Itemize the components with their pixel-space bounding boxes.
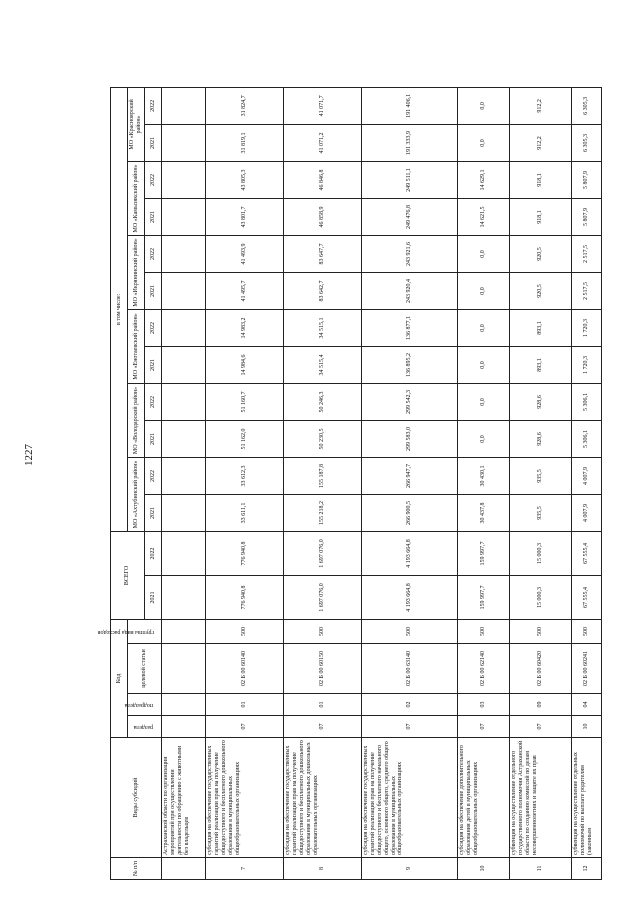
header-mo-year: 2022	[145, 87, 162, 124]
row-number: 11	[510, 858, 572, 880]
header-mo-year: 2021	[145, 494, 162, 531]
row-mo-value: 34 515,1	[284, 309, 362, 346]
row-mo-value: 43 805,3	[206, 161, 284, 198]
row-number: 8	[284, 858, 362, 880]
row-mo-value: 46 846,8	[284, 161, 362, 198]
row-mo-value: 249 476,8	[362, 198, 458, 235]
header-mo-enotaevsky: МО «Енотаевский район»	[128, 309, 145, 383]
row-subsection: 04	[572, 694, 602, 716]
row-section: 07	[510, 716, 572, 738]
row-mo-value: 41 071,7	[284, 87, 362, 124]
row-mo-value: 918,1	[510, 161, 572, 198]
row-mo-value	[162, 124, 206, 161]
row-expense-group: 500	[458, 619, 510, 643]
row-mo-value: 2 517,5	[572, 272, 602, 309]
row-total-value: 67 555,4	[572, 575, 602, 619]
table-row	[284, 87, 362, 879]
row-mo-value: 0,0	[458, 383, 510, 420]
row-target: 02 Б 00 63140	[362, 644, 458, 694]
row-mo-value: 46 858,9	[284, 198, 362, 235]
row-mo-value: 266 900,5	[362, 494, 458, 531]
row-mo-value: 33 612,3	[206, 457, 284, 494]
row-subsection: 03	[458, 694, 510, 716]
row-target: 02 Б 00 60241	[572, 644, 602, 694]
header-mo-kamyzyaksky: МО «Камызякский район»	[128, 161, 145, 235]
row-subsection: 09	[510, 694, 572, 716]
row-mo-value: 14 984,6	[206, 346, 284, 383]
row-mo-value	[162, 383, 206, 420]
row-mo-value: 34 515,4	[284, 346, 362, 383]
row-mo-value: 43 801,7	[206, 198, 284, 235]
row-mo-value: 6 305,3	[572, 124, 602, 161]
row-subsection	[162, 694, 206, 716]
row-expense-group: 500	[572, 619, 602, 643]
row-expense-group: 500	[362, 619, 458, 643]
row-total-value: 159 997,7	[458, 575, 510, 619]
table-row	[510, 87, 572, 879]
header-including: в том числе:	[111, 87, 128, 531]
row-total-value: 776 940,8	[206, 531, 284, 575]
header-mo-volodarsky: МО «Володарский район»	[128, 383, 145, 457]
row-mo-value: 0,0	[458, 87, 510, 124]
row-expense-group: 500	[284, 619, 362, 643]
page-number: 1227	[23, 444, 35, 466]
header-total: ВСЕГО	[111, 531, 145, 619]
row-mo-value	[162, 161, 206, 198]
row-target	[162, 644, 206, 694]
row-number: 9	[362, 858, 458, 880]
row-subsection: 02	[362, 694, 458, 716]
header-subsection: подраздела	[128, 694, 162, 716]
row-number: 12	[572, 858, 602, 880]
header-mo-year: 2021	[145, 346, 162, 383]
header-mo-year: 2022	[145, 383, 162, 420]
row-mo-value: 83 647,7	[284, 235, 362, 272]
header-mo-year: 2022	[145, 161, 162, 198]
row-target: 02 Б 00 60140	[206, 644, 284, 694]
row-mo-value	[162, 235, 206, 272]
rotated-table-wrapper	[97, 93, 630, 880]
row-mo-value: 0,0	[458, 346, 510, 383]
row-subsection: 01	[284, 694, 362, 716]
row-mo-value: 243 920,4	[362, 272, 458, 309]
row-total-value: 776 940,8	[206, 575, 284, 619]
row-mo-value: 136 895,2	[362, 346, 458, 383]
row-kind: субсидия на обеспечение государственных гарантий реализации прав на получение общедоступного и бесплатного начального общего, основного общего, среднего общего образования в муниципальных общеобразовательных организациях	[362, 738, 458, 858]
row-mo-value: 30 430,1	[458, 457, 510, 494]
row-mo-value: 50 230,5	[284, 420, 362, 457]
row-mo-value: 299 583,0	[362, 420, 458, 457]
row-kind: субсидия на обеспечение государственных гарантий реализации прав на получение общедоступного и бесплатного дошкольного образования в муниципальных дошкольных образовательных организациях	[284, 738, 362, 858]
row-total-value: 4 193 664,8	[362, 575, 458, 619]
row-mo-value: 51 162,0	[206, 420, 284, 457]
header-code: Код	[111, 619, 128, 737]
table-row	[458, 87, 510, 879]
row-mo-value: 893,1	[510, 309, 572, 346]
row-mo-value: 4 007,9	[572, 494, 602, 531]
row-mo-value: 935,5	[510, 457, 572, 494]
row-section: 07	[458, 716, 510, 738]
row-subsection: 01	[206, 694, 284, 716]
table-row	[206, 87, 284, 879]
row-mo-value: 918,1	[510, 198, 572, 235]
row-mo-value: 83 642,7	[284, 272, 362, 309]
row-mo-value: 4 007,9	[572, 457, 602, 494]
row-number: 10	[458, 858, 510, 880]
row-mo-value: 50 246,3	[284, 383, 362, 420]
row-section: 07	[206, 716, 284, 738]
row-target: 02 Б 00 60150	[284, 644, 362, 694]
header-mo-year: 2022	[145, 235, 162, 272]
row-section: 07	[362, 716, 458, 738]
row-mo-value: 1 720,3	[572, 309, 602, 346]
row-mo-value: 41 071,2	[284, 124, 362, 161]
row-mo-value	[162, 346, 206, 383]
row-mo-value: 31 824,7	[206, 87, 284, 124]
row-expense-group	[162, 619, 206, 643]
row-mo-value: 136 877,1	[362, 309, 458, 346]
header-mo-year: 2021	[145, 420, 162, 457]
row-mo-value: 14 621,5	[458, 198, 510, 235]
row-kind: Астраханской области по организации мероприятий при осуществлении деятельности по обращению с животными без владельцев	[162, 738, 206, 858]
header-mo-year: 2021	[145, 198, 162, 235]
row-mo-value: 14 983,2	[206, 309, 284, 346]
header-mo-year: 2021	[145, 124, 162, 161]
row-mo-value: 51 160,7	[206, 383, 284, 420]
row-mo-value: 243 921,6	[362, 235, 458, 272]
row-mo-value: 5 306,1	[572, 383, 602, 420]
row-mo-value: 14 629,1	[458, 161, 510, 198]
row-number: 7	[206, 858, 284, 880]
header-mo-akhtubinsky: МО «Ахтубинский район»	[128, 457, 145, 531]
row-mo-value	[162, 272, 206, 309]
header-total-year: 2021	[145, 575, 162, 619]
row-mo-value: 920,5	[510, 235, 572, 272]
row-mo-value: 0,0	[458, 235, 510, 272]
row-kind: субвенция на осуществление отдельных полномочий по выплате родителям (законным	[572, 738, 602, 858]
header-mo-ikryaninsky: МО «Икрянинский район»	[128, 235, 145, 309]
row-total-value: 1 697 076,0	[284, 531, 362, 575]
row-mo-value: 41 495,7	[206, 272, 284, 309]
row-total-value: 4 193 664,8	[362, 531, 458, 575]
row-expense-group: 500	[510, 619, 572, 643]
row-mo-value: 893,1	[510, 346, 572, 383]
row-mo-value	[162, 420, 206, 457]
row-total-value	[162, 575, 206, 619]
row-mo-value: 935,5	[510, 494, 572, 531]
row-expense-group: 500	[206, 619, 284, 643]
row-mo-value: 249 511,1	[362, 161, 458, 198]
row-section: 07	[284, 716, 362, 738]
row-total-value: 67 555,4	[572, 531, 602, 575]
row-mo-value: 266 947,7	[362, 457, 458, 494]
row-mo-value: 0,0	[458, 309, 510, 346]
row-mo-value: 155 187,8	[284, 457, 362, 494]
row-mo-value: 912,2	[510, 87, 572, 124]
header-mo-year: 2022	[145, 309, 162, 346]
row-total-value	[162, 531, 206, 575]
row-mo-value: 155 218,2	[284, 494, 362, 531]
header-mo-krasnoyarsky: МО «Красноярский район»	[128, 87, 145, 161]
header-mo-year: 2022	[145, 457, 162, 494]
row-mo-value	[162, 457, 206, 494]
row-mo-value: 5 807,9	[572, 198, 602, 235]
header-total-year: 2022	[145, 531, 162, 575]
row-mo-value: 2 517,5	[572, 235, 602, 272]
row-total-value: 159 997,7	[458, 531, 510, 575]
row-mo-value: 299 542,3	[362, 383, 458, 420]
row-mo-value: 0,0	[458, 124, 510, 161]
row-mo-value: 5 306,1	[572, 420, 602, 457]
row-mo-value: 0,0	[458, 420, 510, 457]
row-mo-value	[162, 309, 206, 346]
header-num: № п/п	[111, 858, 162, 880]
table-row	[362, 87, 458, 879]
row-mo-value: 928,6	[510, 383, 572, 420]
row-mo-value: 1 720,3	[572, 346, 602, 383]
header-section: раздела	[128, 716, 162, 738]
header-target: целевой статьи	[128, 644, 162, 694]
row-mo-value: 191 333,9	[362, 124, 458, 161]
row-kind: субсидия на обеспечение государственных гарантий реализации прав на получение общедоступного и бесплатного дошкольного образования в муниципальных общеобразовательных организациях	[206, 738, 284, 858]
row-mo-value: 41 493,9	[206, 235, 284, 272]
row-mo-value: 912,2	[510, 124, 572, 161]
row-total-value: 15 000,3	[510, 575, 572, 619]
row-target: 02 Б 00 62140	[458, 644, 510, 694]
subsidy-table	[97, 87, 602, 880]
table-row	[572, 87, 602, 879]
row-mo-value: 191 406,1	[362, 87, 458, 124]
row-mo-value: 30 437,8	[458, 494, 510, 531]
row-section	[162, 716, 206, 738]
row-kind: субвенция на осуществление отдельного государственного полномочия Астраханской области по созданию комиссий по делам несовершеннолетних и защите их прав	[510, 738, 572, 858]
row-kind: субсидия на обеспечение дополнительного образования детей в муниципальных общеобразовательных организациях	[458, 738, 510, 858]
row-target: 02 Б 00 60420	[510, 644, 572, 694]
header-expense-group: группы вида расходов	[128, 619, 162, 643]
row-mo-value: 33 611,1	[206, 494, 284, 531]
header-kind: Виды субсидий	[111, 738, 162, 858]
table-body	[162, 87, 602, 879]
header-mo-year: 2021	[145, 272, 162, 309]
row-total-value: 15 000,3	[510, 531, 572, 575]
table-row	[162, 87, 206, 879]
row-mo-value	[162, 494, 206, 531]
row-number	[162, 858, 206, 880]
row-mo-value: 6 305,3	[572, 87, 602, 124]
row-mo-value	[162, 198, 206, 235]
row-total-value: 1 697 076,0	[284, 575, 362, 619]
row-mo-value: 0,0	[458, 272, 510, 309]
row-mo-value: 31 819,1	[206, 124, 284, 161]
row-section: 10	[572, 716, 602, 738]
row-mo-value: 5 807,9	[572, 161, 602, 198]
row-mo-value: 920,5	[510, 272, 572, 309]
row-mo-value: 928,6	[510, 420, 572, 457]
row-mo-value	[162, 87, 206, 124]
